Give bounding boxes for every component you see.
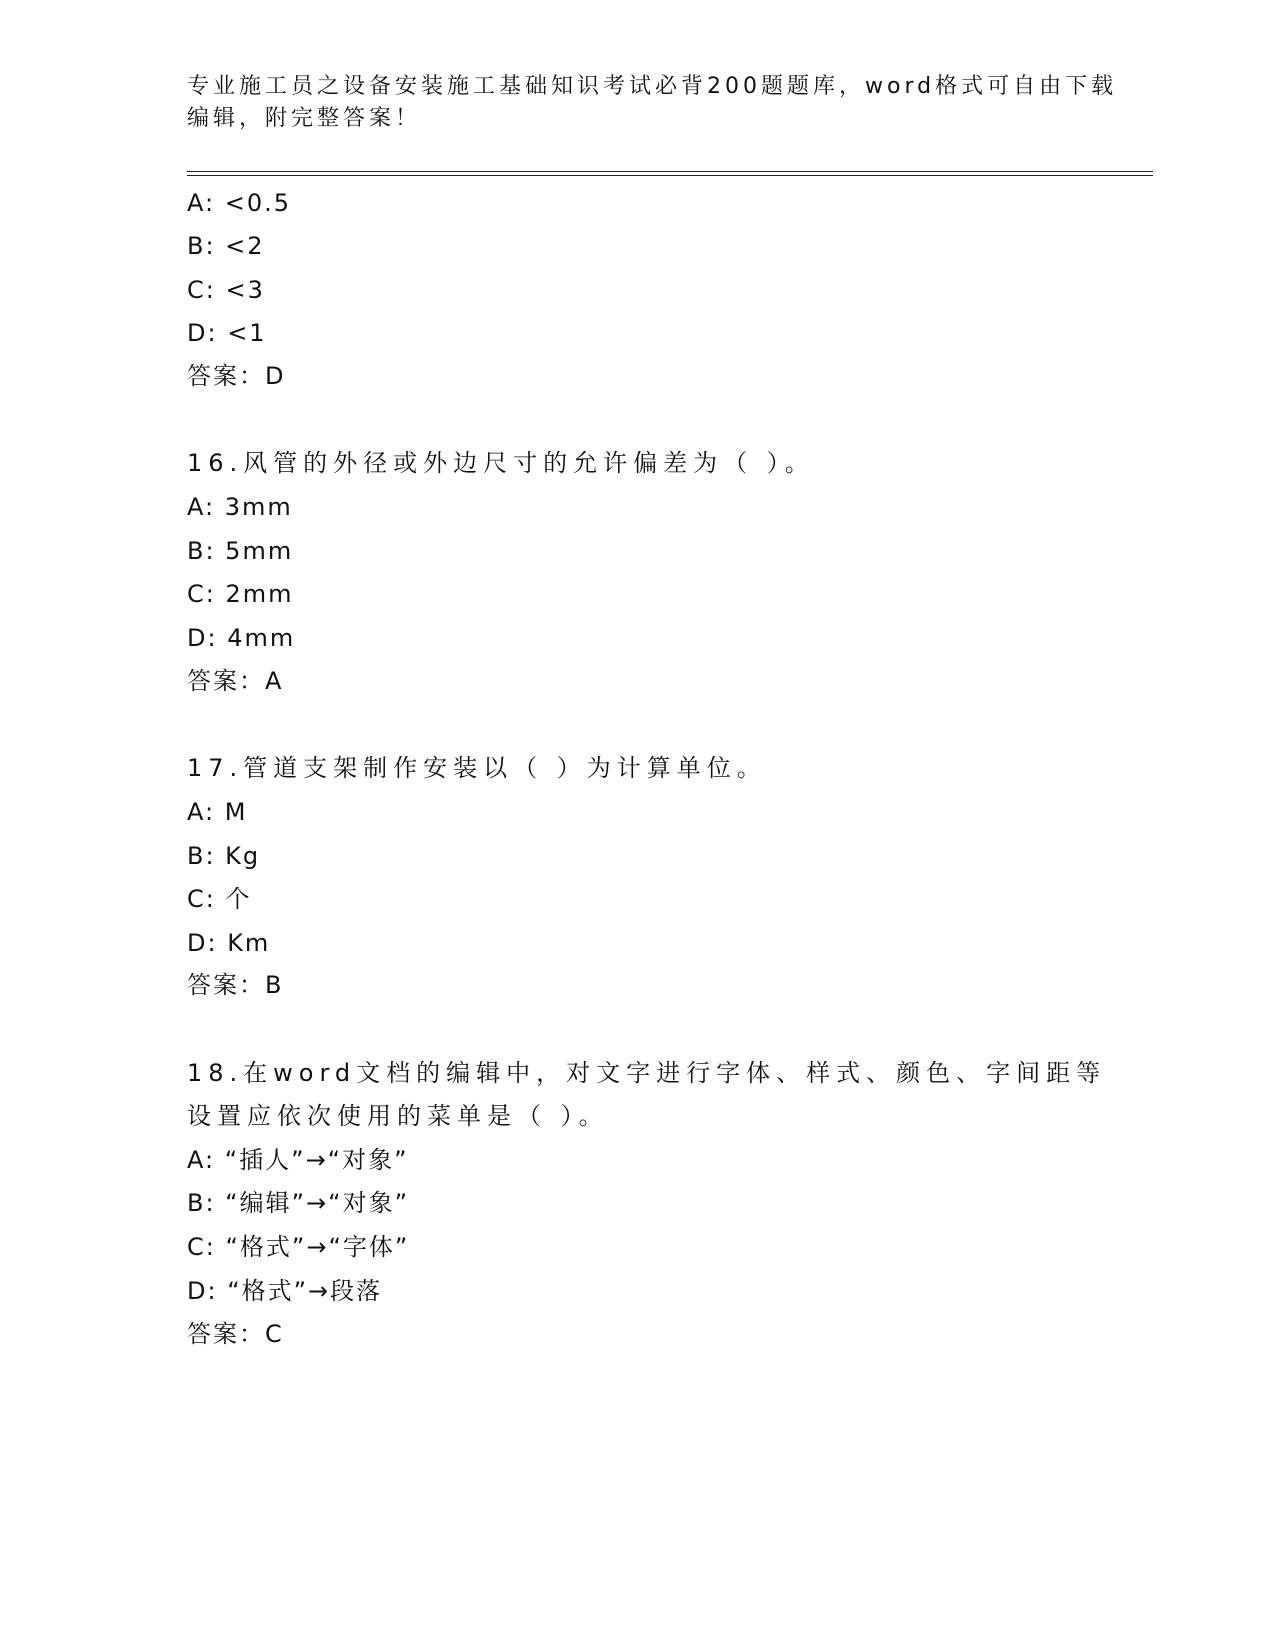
document-header-line-2: 编辑，附完整答案！ [187,106,422,131]
q16-option-d: D: 4mm [187,624,296,652]
q16-question: 16.风管的外径或外边尺寸的允许偏差为（ ）。 [187,449,815,477]
q18-option-d: D: “格式”→段落 [187,1277,383,1305]
q16-option-c: C: 2mm [187,580,294,608]
q15-answer: 答案：D [187,362,286,390]
q16-option-a: A: 3mm [187,493,293,521]
q17-question: 17.管道支架制作安装以（ ）为计算单位。 [187,754,767,782]
q15-option-a: A: <0.5 [187,189,291,217]
q17-answer: 答案：B [187,971,284,999]
q17-option-a: A: M [187,798,248,826]
q18-question-line-2: 设置应依次使用的菜单是（ ）。 [187,1102,609,1130]
q15-option-d: D: <1 [187,319,267,347]
q17-option-b: B: Kg [187,842,261,870]
document-header-line-1: 专业施工员之设备安装施工基础知识考试必背200题题库，word格式可自由下载 [187,74,1118,99]
q18-option-a: A: “插人”→“对象” [187,1146,409,1174]
q18-answer: 答案：C [187,1320,284,1348]
q17-option-c: C: 个 [187,885,252,913]
q18-option-c: C: “格式”→“字体” [187,1233,410,1261]
header-rule-bottom [187,175,1153,176]
q16-answer: 答案：A [187,667,284,695]
header-rule-top [187,171,1153,172]
q18-option-b: B: “编辑”→“对象” [187,1189,410,1217]
q17-option-d: D: Km [187,929,271,957]
q15-option-b: B: <2 [187,232,265,260]
q15-option-c: C: <3 [187,276,265,304]
q16-option-b: B: 5mm [187,537,294,565]
q18-question-line-1: 18.在word文档的编辑中，对文字进行字体、样式、颜色、字间距等 [187,1059,1107,1087]
